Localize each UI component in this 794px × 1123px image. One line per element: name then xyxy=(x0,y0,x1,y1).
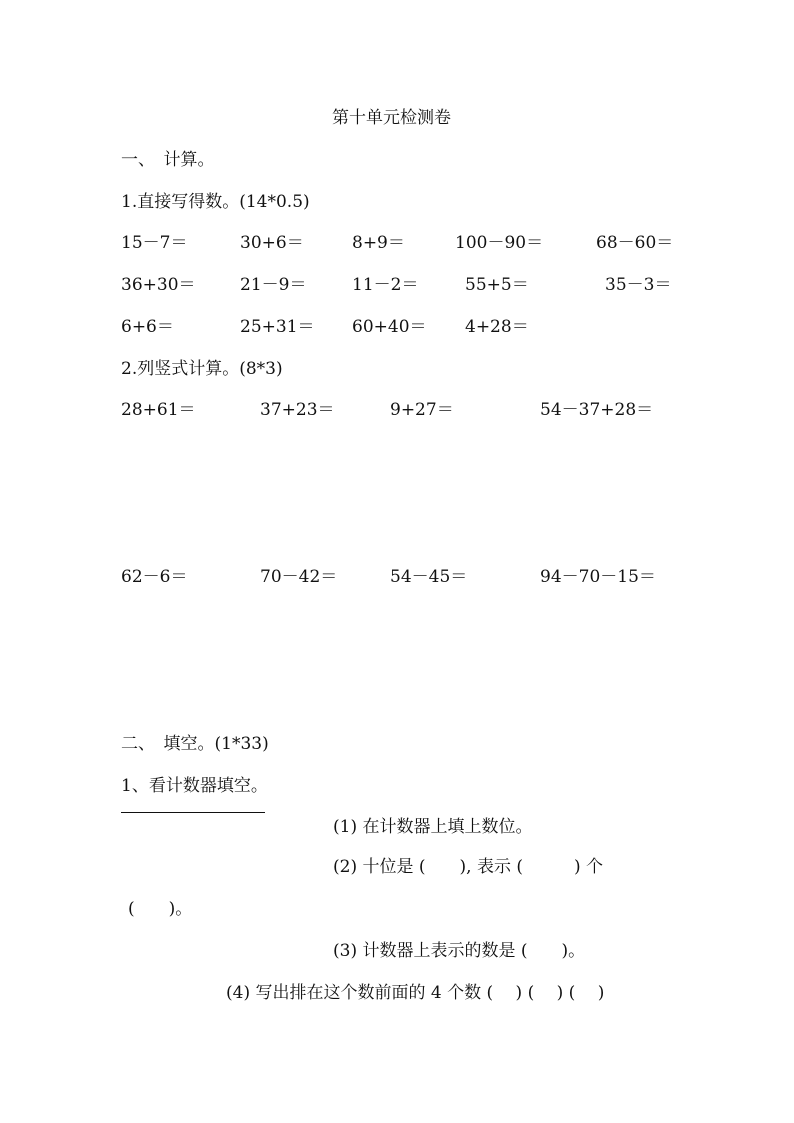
vertical-item: 28+61＝ xyxy=(121,400,196,420)
oral-item: 8+9＝ xyxy=(352,233,405,253)
oral-item: 100－90＝ xyxy=(455,233,544,253)
sub-question: (3) 计数器上表示的数是 ( )。 xyxy=(333,941,586,961)
sub-question: ( )。 xyxy=(128,899,193,919)
vertical-item: 94－70－15＝ xyxy=(540,567,656,587)
sub-question: (4) 写出排在这个数前面的 4 个数 ( ) ( ) ( ) xyxy=(226,983,605,1003)
vertical-item: 9+27＝ xyxy=(390,400,454,420)
oral-item: 11－2＝ xyxy=(352,275,419,295)
part-title-vertical: 2.列竖式计算。(8*3) xyxy=(121,359,283,379)
oral-item: 36+30＝ xyxy=(121,275,196,295)
oral-item: 25+31＝ xyxy=(240,317,315,337)
section-heading-calculation: 一、 计算。 xyxy=(121,150,215,170)
vertical-item: 54－37+28＝ xyxy=(540,400,654,420)
vertical-item: 62－6＝ xyxy=(121,567,188,587)
oral-item: 60+40＝ xyxy=(352,317,427,337)
oral-item: 68－60＝ xyxy=(596,233,674,253)
sub-question: (2) 十位是 ( ), 表示 ( ) 个 xyxy=(333,857,604,877)
vertical-item: 54－45＝ xyxy=(390,567,468,587)
oral-item: 55+5＝ xyxy=(465,275,529,295)
oral-item: 21－9＝ xyxy=(240,275,307,295)
oral-item: 35－3＝ xyxy=(605,275,672,295)
oral-item: 6+6＝ xyxy=(121,317,174,337)
section-heading-fill-in: 二、 填空。(1*33) xyxy=(121,734,269,754)
oral-item: 15－7＝ xyxy=(121,233,188,253)
vertical-item: 37+23＝ xyxy=(260,400,335,420)
vertical-item: 70－42＝ xyxy=(260,567,338,587)
part-title-oral: 1.直接写得数。(14*0.5) xyxy=(121,192,310,212)
sub-question: (1) 在计数器上填上数位。 xyxy=(333,817,533,837)
question-title-counter: 1、看计数器填空。 xyxy=(121,776,268,796)
oral-item: 4+28＝ xyxy=(465,317,529,337)
oral-item: 30+6＝ xyxy=(240,233,304,253)
counter-image-baseline xyxy=(121,812,265,813)
page-title: 第十单元检测卷 xyxy=(332,108,451,128)
